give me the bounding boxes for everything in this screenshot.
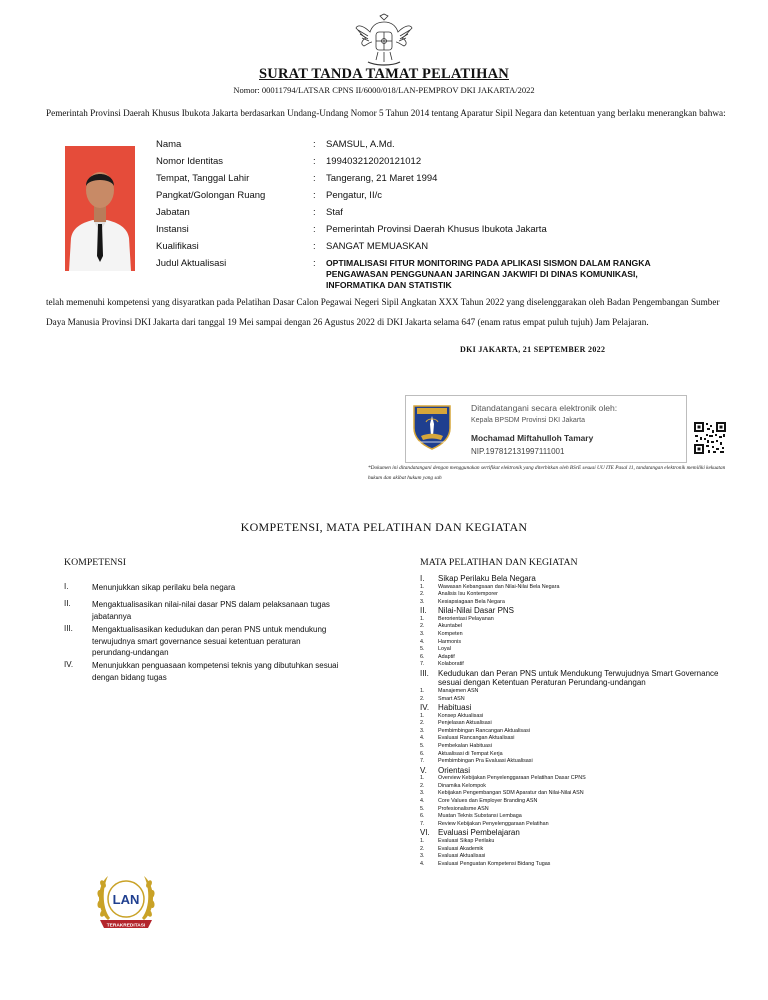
section-number: III. <box>420 668 429 678</box>
garuda-emblem-icon <box>354 12 414 70</box>
item-number: 4. <box>420 860 425 867</box>
mata-pelatihan-item <box>420 646 720 654</box>
section-title-text: Orientasi <box>438 765 471 775</box>
item-number: 1. <box>420 775 425 782</box>
item-number: 3. <box>420 598 425 605</box>
item-text: Penjelasan Aktualisasi <box>438 720 492 727</box>
field-colon: : <box>313 258 316 269</box>
mata-pelatihan-item <box>420 813 720 821</box>
item-number: 3. <box>420 790 425 797</box>
item-text: Pembimbingan Pra Evaluasi Aktualisasi <box>438 758 533 765</box>
mata-pelatihan-item <box>420 713 720 721</box>
closing-paragraph: telah memenuhi kompetensi yang disyaratkan pada Pelatihan Dasar Calon Pegawai Negeri Sipil Angkatan XXX Tahun 2022 yang diselenggarakan oleh Badan Pengembangan Sumber Daya Manusia Provinsi DKI Jakarta dari tanggal 19 Mei sampai dengan 26 Agustus 2022 di DKI Jakarta selama 647 (enam ratus empat puluh tujuh) Jam Pelajaran. <box>46 297 720 327</box>
mata-pelatihan-section <box>420 828 720 838</box>
mata-pelatihan-item <box>420 661 720 669</box>
field-label-jabatan: Jabatan <box>156 207 190 218</box>
item-number: 5. <box>420 805 425 812</box>
item-number: 1. <box>420 615 425 622</box>
item-number: 1. <box>420 837 425 844</box>
item-text: Kolaboratif <box>438 661 464 668</box>
kompetensi-number: I. <box>64 582 69 591</box>
item-text: Konsep Aktualisasi <box>438 712 484 719</box>
kompetensi-number: IV. <box>64 660 74 669</box>
field-colon: : <box>313 139 316 150</box>
item-number: 7. <box>420 820 425 827</box>
item-text: Evaluasi Penguatan Kompetensi Bidang Tugas <box>438 860 551 867</box>
lan-accreditation-logo-icon <box>92 868 160 934</box>
field-label-kualifikasi: Kualifikasi <box>156 241 199 252</box>
mata-pelatihan-item <box>420 728 720 736</box>
mata-pelatihan-item <box>420 775 720 783</box>
item-number: 1. <box>420 687 425 694</box>
lan-logo-text: LAN <box>112 892 140 907</box>
item-text: Kebijakan Pengembangan SDM Aparatur dan Nilai-Nilai ASN <box>438 790 584 797</box>
mata-pelatihan-section <box>420 766 720 776</box>
field-colon: : <box>313 207 316 218</box>
item-number: 3. <box>420 727 425 734</box>
mata-pelatihan-item <box>420 696 720 704</box>
item-text: Loyal <box>438 646 451 653</box>
kompetensi-number: III. <box>64 624 73 633</box>
item-text: Akuntabel <box>438 623 462 630</box>
item-number: 3. <box>420 853 425 860</box>
field-label-ttl: Tempat, Tanggal Lahir <box>156 173 250 184</box>
section-number: I. <box>420 574 425 583</box>
kompetensi-heading: KOMPETENSI <box>64 557 127 568</box>
field-value-pangkat: Pengatur, II/c <box>326 190 382 201</box>
item-number: 1. <box>420 712 425 719</box>
mata-pelatihan-item <box>420 639 720 647</box>
signatory-nip: NIP.197812131997111001 <box>471 447 565 456</box>
item-number: 2. <box>420 591 425 598</box>
item-text: Kesiapsiagaan Bela Negara <box>438 598 505 605</box>
mata-pelatihan-item <box>420 591 720 599</box>
field-label-nama: Nama <box>156 139 182 150</box>
place-date: DKI JAKARTA, 21 SEPTEMBER 2022 <box>460 345 606 354</box>
field-value-ttl: Tangerang, 21 Maret 1994 <box>326 173 438 184</box>
item-text: Evaluasi Akademik <box>438 845 484 852</box>
mata-pelatihan-list <box>420 574 720 868</box>
item-text: Kompeten <box>438 630 463 637</box>
item-number: 4. <box>420 735 425 742</box>
item-text: Wawasan Kebangsaan dan Nilai-Nilai Bela Negara <box>438 583 560 590</box>
field-colon: : <box>313 224 316 235</box>
item-text: Evaluasi Rancangan Aktualisasi <box>438 735 515 742</box>
signatory-name: Mochamad Miftahulloh Tamary <box>471 433 594 443</box>
item-number: 7. <box>420 758 425 765</box>
kompetensi-item: Menunjukkan sikap perilaku bela negara <box>92 583 236 592</box>
item-text: Pembimbingan Rancangan Aktualisasi <box>438 727 530 734</box>
item-text: Dinamika Kelompok <box>438 782 486 789</box>
item-text: Profesionalisme ASN <box>438 805 489 812</box>
mata-pelatihan-section <box>420 574 720 584</box>
section-number: V. <box>420 765 427 775</box>
signature-office: Kepala BPSDM Provinsi DKI Jakarta <box>471 417 585 424</box>
mata-pelatihan-item <box>420 790 720 798</box>
item-number: 6. <box>420 653 425 660</box>
mata-pelatihan-item <box>420 616 720 624</box>
mata-pelatihan-item <box>420 654 720 662</box>
mata-pelatihan-item <box>420 735 720 743</box>
field-value-nama: SAMSUL, A.Md. <box>326 139 395 150</box>
section-title-text: Kedudukan dan Peran PNS untuk Mendukung Terwujudnya Smart Governance sesuai dengan Ketentuan Peraturan Perundang-undangan <box>438 668 719 688</box>
mata-pelatihan-item <box>420 838 720 846</box>
field-value-judul-aktualisasi: OPTIMALISASI FITUR MONITORING PADA APLIKASI SISMON DALAM RANGKA PENGAWASAN PENGGUNAAN JARINGAN JAKWIFI DI DINAS KOMUNIKASI, INFORMATIKA DAN STATISTIK <box>326 258 651 290</box>
e-signature-footnote: *Dokumen ini ditandatangani dengan menggunakan sertifikat elektronik yang diterbitkan oleh BSrE sesuai UU ITE Pasal 11, tandatangan elektronik memiliki kekuatan hukum dan akibat hukum yang sah <box>368 465 726 481</box>
item-number: 3. <box>420 630 425 637</box>
item-text: Smart ASN <box>438 695 465 702</box>
field-label-instansi: Instansi <box>156 224 189 235</box>
item-number: 1. <box>420 583 425 590</box>
item-text: Evaluasi Sikap Perilaku <box>438 837 495 844</box>
mata-pelatihan-item <box>420 584 720 592</box>
item-number: 2. <box>420 720 425 727</box>
mata-pelatihan-heading: MATA PELATIHAN DAN KEGIATAN <box>420 557 578 568</box>
section-title-text: Sikap Perilaku Bela Negara <box>438 574 536 583</box>
section-number: II. <box>420 606 427 616</box>
item-number: 5. <box>420 743 425 749</box>
mata-pelatihan-item <box>420 853 720 861</box>
document-title: SURAT TANDA TAMAT PELATIHAN <box>259 66 509 82</box>
jakarta-emblem-icon <box>411 402 453 450</box>
mata-pelatihan-item <box>420 861 720 869</box>
field-colon: : <box>313 190 316 201</box>
qr-code-icon <box>694 422 726 454</box>
item-number: 2. <box>420 782 425 789</box>
item-text: Harmonis <box>438 638 462 645</box>
section-title: KOMPETENSI, MATA PELATIHAN DAN KEGIATAN <box>240 520 528 534</box>
item-text: Evaluasi Aktualisasi <box>438 853 486 860</box>
item-text: Adaptif <box>438 653 455 660</box>
section-number: IV. <box>420 703 430 713</box>
item-text: Muatan Teknis Substansi Lembaga <box>438 813 522 820</box>
item-number: 6. <box>420 813 425 820</box>
item-number: 6. <box>420 750 425 757</box>
mata-pelatihan-item <box>420 821 720 829</box>
mata-pelatihan-item <box>420 631 720 639</box>
item-text: Review Kebijakan Penyelenggaraan Pelatihan <box>438 820 549 827</box>
field-label-pangkat: Pangkat/Golongan Ruang <box>156 190 266 201</box>
item-text: Core Values dan Employer Branding ASN <box>438 798 538 805</box>
participant-photo <box>65 146 135 271</box>
item-text: Pembekalan Habituasi <box>438 743 492 749</box>
mata-pelatihan-section <box>420 703 720 713</box>
section-title-text: Nilai-Nilai Dasar PNS <box>438 606 515 616</box>
item-text: Analisis Isu Kontemporer <box>438 591 498 598</box>
item-number: 4. <box>420 798 425 805</box>
field-colon: : <box>313 156 316 167</box>
item-text: Overview Kebijakan Penyelenggaraan Pelatihan Dasar CPNS <box>438 775 586 782</box>
document-number: Nomor: 00011794/LATSAR CPNS II/6000/018/LAN-PEMPROV DKI JAKARTA/2022 <box>233 85 535 95</box>
item-number: 5. <box>420 646 425 653</box>
kompetensi-number: II. <box>64 599 71 608</box>
item-number: 2. <box>420 845 425 852</box>
mata-pelatihan-item <box>420 720 720 728</box>
mata-pelatihan-item <box>420 846 720 854</box>
mata-pelatihan-item <box>420 599 720 607</box>
field-label-judul-aktualisasi: Judul Aktualisasi <box>156 258 227 269</box>
item-number: 7. <box>420 661 425 668</box>
field-label-nomor-identitas: Nomor Identitas <box>156 156 224 167</box>
mata-pelatihan-item <box>420 623 720 631</box>
section-title-text: Evaluasi Pembelajaran <box>438 828 520 838</box>
section-title-text: Habituasi <box>438 703 472 713</box>
field-value-kualifikasi: SANGAT MEMUASKAN <box>326 241 429 252</box>
item-number: 2. <box>420 623 425 630</box>
item-number: 4. <box>420 638 425 645</box>
mata-pelatihan-item <box>420 743 720 751</box>
item-text: Aktualisasi di Tempat Kerja <box>438 750 503 757</box>
item-number: 2. <box>420 695 425 702</box>
person-silhouette-icon <box>65 146 135 271</box>
field-colon: : <box>313 241 316 252</box>
mata-pelatihan-item <box>420 751 720 759</box>
mata-pelatihan-section <box>420 606 720 616</box>
signature-signed-text: Ditandatangani secara elektronik oleh: <box>471 403 618 413</box>
kompetensi-item: Mengaktualisasikan nilai-nilai dasar PNS dalam pelaksanaan tugas jabatannya <box>92 600 330 621</box>
item-text: Manajemen ASN <box>438 687 479 694</box>
section-number: VI. <box>420 828 430 838</box>
kompetensi-item: Mengaktualisasikan kedudukan dan peran PNS untuk mendukung terwujudnya smart governance sesuai ketentuan peraturan perundang-undangan <box>92 625 327 657</box>
kompetensi-item: Menunjukkan penguasaan kompetensi teknis yang dibutuhkan sesuai dengan bidang tugas <box>92 661 339 682</box>
field-colon: : <box>313 173 316 184</box>
mata-pelatihan-item <box>420 688 720 696</box>
intro-paragraph: Pemerintah Provinsi Daerah Khusus Ibukota Jakarta berdasarkan Undang-Undang Nomor 5 Tahun 2014 tentang Aparatur Sipil Negara dan ketentuan yang berlaku menerangkan bahwa: <box>46 108 726 118</box>
field-value-nomor-identitas: 199403212020121012 <box>326 156 422 167</box>
mata-pelatihan-section <box>420 669 720 688</box>
lan-ribbon-text: TERAKREDITASI <box>106 923 146 929</box>
mata-pelatihan-item <box>420 798 720 806</box>
field-value-jabatan: Staf <box>326 207 343 218</box>
item-text: Berorientasi Pelayanan <box>438 615 494 622</box>
mata-pelatihan-item <box>420 783 720 791</box>
mata-pelatihan-item <box>420 758 720 766</box>
field-value-instansi: Pemerintah Provinsi Daerah Khusus Ibukota Jakarta <box>326 224 547 235</box>
mata-pelatihan-item <box>420 806 720 814</box>
